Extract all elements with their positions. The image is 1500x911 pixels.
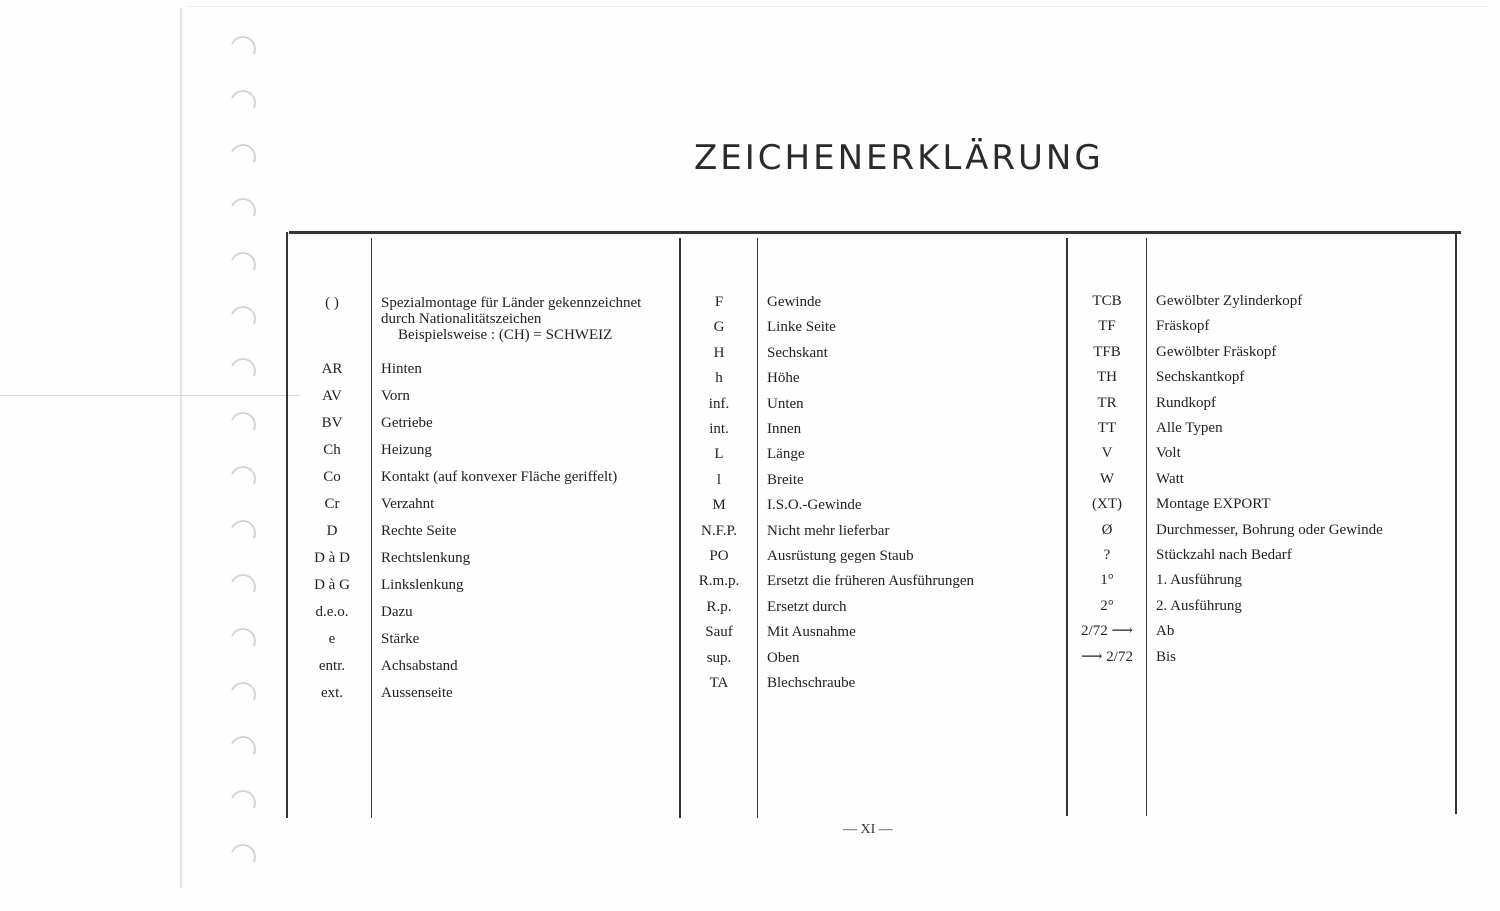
legend-symbol: TR bbox=[1097, 394, 1117, 411]
legend-description: Linkslenkung bbox=[381, 577, 464, 593]
legend-symbol: TFB bbox=[1093, 343, 1121, 360]
legend-symbol: Co bbox=[323, 469, 341, 485]
page-title: ZEICHENERKLÄRUNG bbox=[694, 138, 1104, 178]
legend-description: 2. Ausführung bbox=[1156, 597, 1242, 614]
legend-description: Bis bbox=[1156, 648, 1177, 665]
legend-symbol: D à D bbox=[314, 550, 350, 566]
legend-symbol: ( ) bbox=[325, 295, 339, 311]
legend-symbol: V bbox=[1101, 445, 1113, 462]
legend-symbol: Ø bbox=[1101, 521, 1113, 538]
legend-description: Watt bbox=[1156, 470, 1184, 487]
legend-symbol: 1° bbox=[1100, 572, 1114, 589]
legend-description: Achsabstand bbox=[381, 658, 458, 674]
legend-symbol: (XT) bbox=[1092, 496, 1122, 513]
legend-symbol: AR bbox=[321, 361, 343, 377]
legend-description: Rechtslenkung bbox=[381, 550, 471, 566]
legend-description: Ersetzt die früheren Ausführungen bbox=[767, 573, 975, 590]
legend-symbol: Ch bbox=[323, 442, 341, 458]
legend-description: Ersetzt durch bbox=[767, 598, 847, 615]
page-top-edge bbox=[188, 6, 1488, 7]
legend-symbol: N.F.P. bbox=[701, 522, 737, 539]
table-right-border bbox=[1455, 232, 1457, 814]
binder-hole bbox=[226, 840, 259, 873]
legend-description: Ab bbox=[1156, 623, 1175, 640]
binder-hole bbox=[226, 194, 259, 227]
legend-symbol: TF bbox=[1098, 318, 1116, 335]
legend-symbol: int. bbox=[709, 421, 729, 437]
legend-description: Dazu bbox=[381, 604, 413, 620]
legend-description: I.S.O.-Gewinde bbox=[767, 497, 862, 514]
legend-description: Stärke bbox=[381, 631, 420, 647]
legend-description: Gewölbter Zylinderkopf bbox=[1156, 293, 1303, 309]
legend-description: Gewinde bbox=[767, 294, 822, 310]
legend-symbol: W bbox=[1099, 470, 1115, 487]
legend-symbol: F bbox=[714, 294, 724, 310]
legend-description: Breite bbox=[767, 471, 804, 488]
legend-symbol: TH bbox=[1097, 369, 1117, 386]
page-edge bbox=[180, 8, 182, 888]
binder-hole bbox=[226, 32, 259, 65]
legend-symbol: D à G bbox=[314, 577, 350, 593]
legend-symbol: Cr bbox=[324, 496, 340, 512]
legend-description: Vorn bbox=[381, 388, 410, 404]
legend-description: Verzahnt bbox=[381, 496, 435, 512]
legend-symbol: ? bbox=[1103, 547, 1111, 563]
legend-description: Linke Seite bbox=[767, 319, 836, 336]
legend-symbol: R.p. bbox=[706, 598, 732, 615]
legend-description: 1. Ausführung bbox=[1156, 572, 1242, 589]
binder-hole bbox=[226, 570, 259, 603]
legend-symbol: 2° bbox=[1100, 597, 1114, 614]
legend-symbol: R.m.p. bbox=[698, 573, 740, 590]
legend-description: Fräskopf bbox=[1156, 318, 1210, 335]
legend-symbol: TCB bbox=[1092, 293, 1122, 309]
legend-description: Montage EXPORT bbox=[1156, 496, 1271, 513]
page-number: — XI — bbox=[843, 822, 893, 837]
legend-symbol: TA bbox=[709, 675, 729, 691]
legend-description: Unten bbox=[767, 395, 804, 412]
legend-description: Rechte Seite bbox=[381, 523, 457, 539]
legend-symbol: ext. bbox=[320, 685, 344, 701]
binder-hole bbox=[226, 678, 259, 711]
legend-description: Gewölbter Fräskopf bbox=[1156, 343, 1277, 360]
binder-hole bbox=[226, 354, 259, 387]
fold-line bbox=[0, 395, 300, 396]
legend-description: Mit Ausnahme bbox=[767, 624, 856, 641]
legend-description: Innen bbox=[767, 421, 802, 437]
legend-description: Ausrüstung gegen Staub bbox=[767, 548, 914, 564]
legend-symbol: Sauf bbox=[705, 624, 733, 641]
legend-description: Sechskant bbox=[767, 344, 828, 361]
legend-symbol: TT bbox=[1097, 420, 1117, 436]
legend-description: Höhe bbox=[767, 370, 800, 387]
legend-description: Alle Typen bbox=[1156, 420, 1223, 436]
legend-symbol: G bbox=[713, 319, 725, 336]
legend-description: Heizung bbox=[381, 442, 432, 458]
legend-description: Blechschraube bbox=[767, 675, 856, 691]
legend-symbol: AV bbox=[322, 388, 342, 404]
legend-symbol: PO bbox=[709, 548, 729, 564]
legend-symbol: D bbox=[326, 523, 338, 539]
legend-description: Volt bbox=[1156, 445, 1181, 462]
legend-symbol: entr. bbox=[318, 658, 346, 674]
legend-description: Rundkopf bbox=[1156, 394, 1216, 411]
legend-description: Sechskantkopf bbox=[1156, 369, 1245, 386]
legend-symbol: e bbox=[328, 631, 336, 647]
legend-symbol: BV bbox=[321, 415, 343, 431]
binder-hole bbox=[226, 248, 259, 281]
legend-description: Durchmesser, Bohrung oder Gewinde bbox=[1156, 521, 1383, 538]
legend-symbol: ⟶ 2/72 bbox=[1081, 648, 1133, 665]
legend-description: Nicht mehr lieferbar bbox=[767, 522, 890, 539]
binder-hole bbox=[226, 462, 259, 495]
legend-symbol: sup. bbox=[706, 649, 732, 666]
table-top-border bbox=[289, 231, 1461, 234]
legend-description: Hinten bbox=[381, 361, 422, 377]
binder-hole bbox=[226, 140, 259, 173]
legend-symbol: l bbox=[716, 471, 722, 488]
legend-description: Spezialmontage für Länder gekennzeichnet bbox=[381, 295, 642, 311]
binder-hole bbox=[226, 786, 259, 819]
legend-description: durch Nationalitätszeichen bbox=[381, 311, 542, 327]
legend-symbol: M bbox=[712, 497, 726, 514]
legend-symbol: inf. bbox=[708, 395, 730, 412]
binder-hole bbox=[226, 408, 259, 441]
legend-symbol: d.e.o. bbox=[315, 604, 349, 620]
legend-description: Getriebe bbox=[381, 415, 433, 431]
binder-hole bbox=[226, 624, 259, 657]
binder-hole bbox=[226, 302, 259, 335]
legend-symbol: H bbox=[713, 344, 725, 361]
legend-description: Beispielsweise : (CH) = SCHWEIZ bbox=[398, 327, 613, 343]
legend-symbol: h bbox=[715, 370, 723, 387]
binder-hole bbox=[226, 732, 259, 765]
binder-hole bbox=[226, 86, 259, 119]
legend-description: Oben bbox=[767, 649, 800, 666]
legend-description: Stückzahl nach Bedarf bbox=[1156, 547, 1292, 563]
table-left-border bbox=[286, 232, 288, 818]
binder-hole bbox=[226, 516, 259, 549]
legend-description: Aussenseite bbox=[381, 685, 453, 701]
legend-symbol: 2/72 ⟶ bbox=[1081, 623, 1133, 640]
legend-symbol: L bbox=[714, 446, 724, 463]
legend-description: Länge bbox=[767, 446, 805, 463]
legend-description: Kontakt (auf konvexer Fläche geriffelt) bbox=[381, 469, 618, 485]
